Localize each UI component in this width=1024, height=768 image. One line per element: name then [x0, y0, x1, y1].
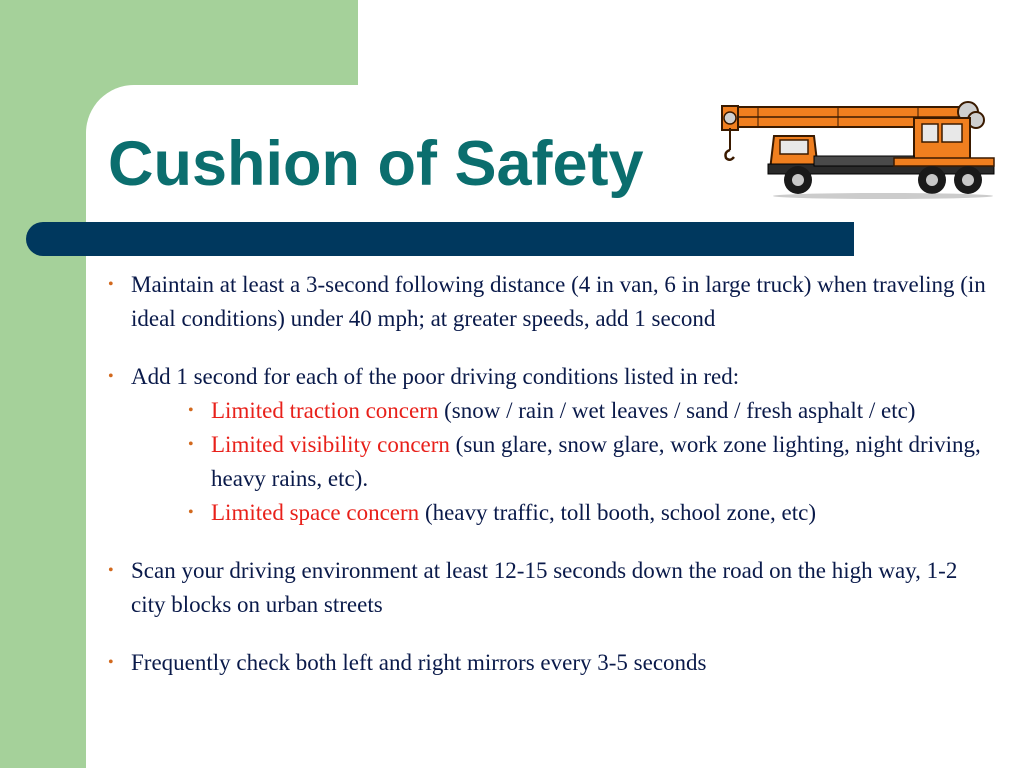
bullet-item	[108, 646, 988, 680]
condition-label: Limited space concern	[211, 500, 420, 525]
bullet-item	[108, 268, 988, 336]
bullet-text: Maintain at least a 3-second following distance (4 in van, 6 in large truck) when traveling (in ideal conditions) under 40 mph; at greater speeds, add 1 second	[131, 272, 986, 331]
sub-bullet-item	[188, 496, 988, 530]
bullet-text: Add 1 second for each of the poor driving conditions listed in red:	[131, 364, 740, 389]
bullet-list	[108, 268, 988, 704]
title-divider-bar	[26, 222, 854, 256]
condition-label: Limited traction concern	[211, 398, 439, 423]
condition-details: (heavy traffic, toll booth, school zone, etc)	[419, 500, 817, 525]
sub-bullet-item	[188, 394, 988, 428]
bullet-text: Scan your driving environment at least 12-15 seconds down the road on the high way, 1-2 city blocks on urban streets	[131, 558, 958, 617]
condition-details: (sun glare, snow glare, work zone lighting, night driving, heavy rains, etc).	[211, 432, 981, 491]
condition-label: Limited visibility concern	[211, 432, 450, 457]
sub-bullet-list	[188, 394, 988, 530]
crane-truck-icon	[718, 98, 1000, 200]
bullet-item	[108, 360, 988, 530]
bullet-item	[108, 554, 988, 622]
sub-bullet-item	[188, 428, 988, 496]
bullet-text: Frequently check both left and right mirrors every 3-5 seconds	[131, 650, 707, 675]
slide-title: Cushion of Safety	[108, 129, 644, 199]
condition-details: (snow / rain / wet leaves / sand / fresh asphalt / etc)	[438, 398, 916, 423]
